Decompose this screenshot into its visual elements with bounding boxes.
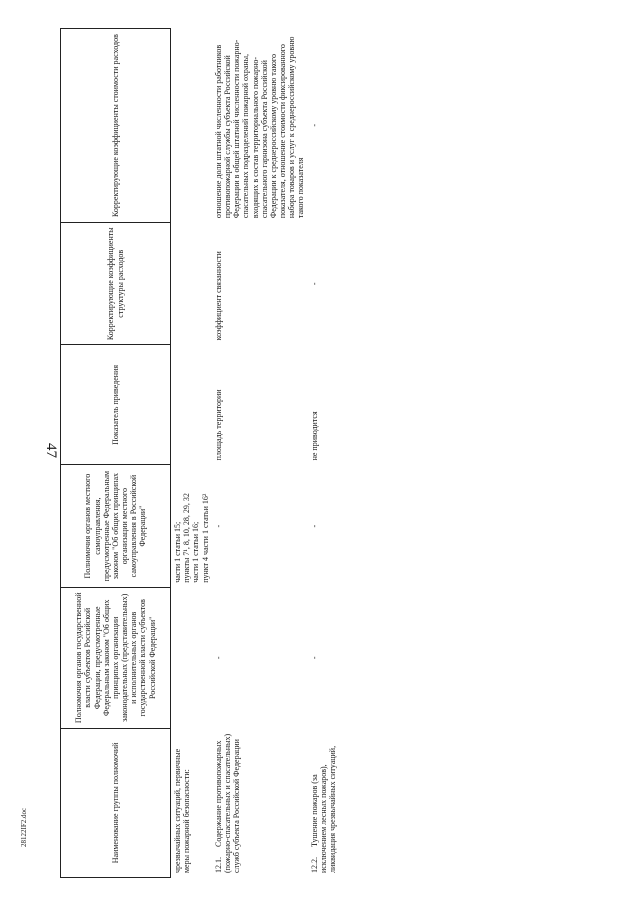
table-row <box>212 29 308 878</box>
row-number: 12.1. <box>213 857 223 873</box>
rotated-table-wrapper <box>60 28 620 878</box>
powers-table <box>60 28 339 878</box>
header-cost-coefficients: Корректирующие коэффициенты стоимости расходов <box>61 29 171 223</box>
law-ref: части 1 статьи 16; <box>191 521 201 583</box>
law-references <box>171 465 212 587</box>
row-title: Тушение пожаров (за исключением лесных пожаров), ликвидация чрезвычайных ситуаций, <box>309 745 337 873</box>
continuation-text: чрезвычайных ситуаций, первичные меры пожарной безопасности: <box>173 748 192 873</box>
header-reduction-index: Показатель приведения <box>61 345 171 465</box>
reduction-index-cell: площадь территории <box>213 389 223 461</box>
table-row <box>308 29 340 878</box>
header-structure-coefficients: Корректирующие коэффициенты структуры расходов <box>61 223 171 345</box>
law-ref: части 1 статьи 15; <box>173 521 182 583</box>
cost-coefficient-cell: - <box>309 123 319 127</box>
page-number: 47 <box>43 443 59 458</box>
header-local-powers: Полномочия органов местного самоуправления, предусмотренные Федеральным законом "Об общих принципах организации местного самоуправления в Российской Федерации" <box>61 465 171 587</box>
law-ref: пункт 4 части 1 статьи 16² <box>200 493 210 583</box>
row-name <box>212 728 308 877</box>
header-regional-powers: Полномочия органов государственной власти субъектов Российской Федерации, предусмотренные Федеральным законом "Об общих принципах организации законодательных (представительных) и исполнительных органов государственной власти субъектов Российской Федерации" <box>61 587 171 728</box>
row-name <box>308 728 340 877</box>
table-row <box>171 29 212 878</box>
row-title: Содержание противопожарных (пожарно-спасательных и спасательных) служб субъекта Российской Федерации <box>213 733 242 873</box>
law-ref: пункты 7¹, 8, 10, 28, 29, 32 <box>182 493 192 583</box>
structure-coefficient-cell: коэффициент связанности <box>213 251 223 341</box>
document-footer: 28122IF2.doc <box>20 807 28 847</box>
local-powers-cell: - <box>309 524 319 528</box>
regional-powers-cell: - <box>213 656 223 660</box>
structure-coefficient-cell: - <box>309 282 319 286</box>
header-group-name: Наименование группы полномочий <box>61 728 171 877</box>
row-number: 12.2. <box>309 857 319 873</box>
cost-coefficient-cell: отношение доли штатной численности работников противопожарной службы субъекта Российской Федерации в общей штатной численности пожарно-спасательных подразделений пожарной охраны, входящих в состав территориального пожарно-спасательного гарнизона субъекта Российской Федерации к среднероссийскому уровню такого показателя, отношение стоимости фиксированного набора товаров и услуг к среднероссийскому уровню такого показателя <box>213 36 306 219</box>
local-powers-cell: - <box>213 524 223 528</box>
reduction-index-cell: не приводится <box>309 411 319 461</box>
regional-powers-cell: - <box>309 656 319 660</box>
